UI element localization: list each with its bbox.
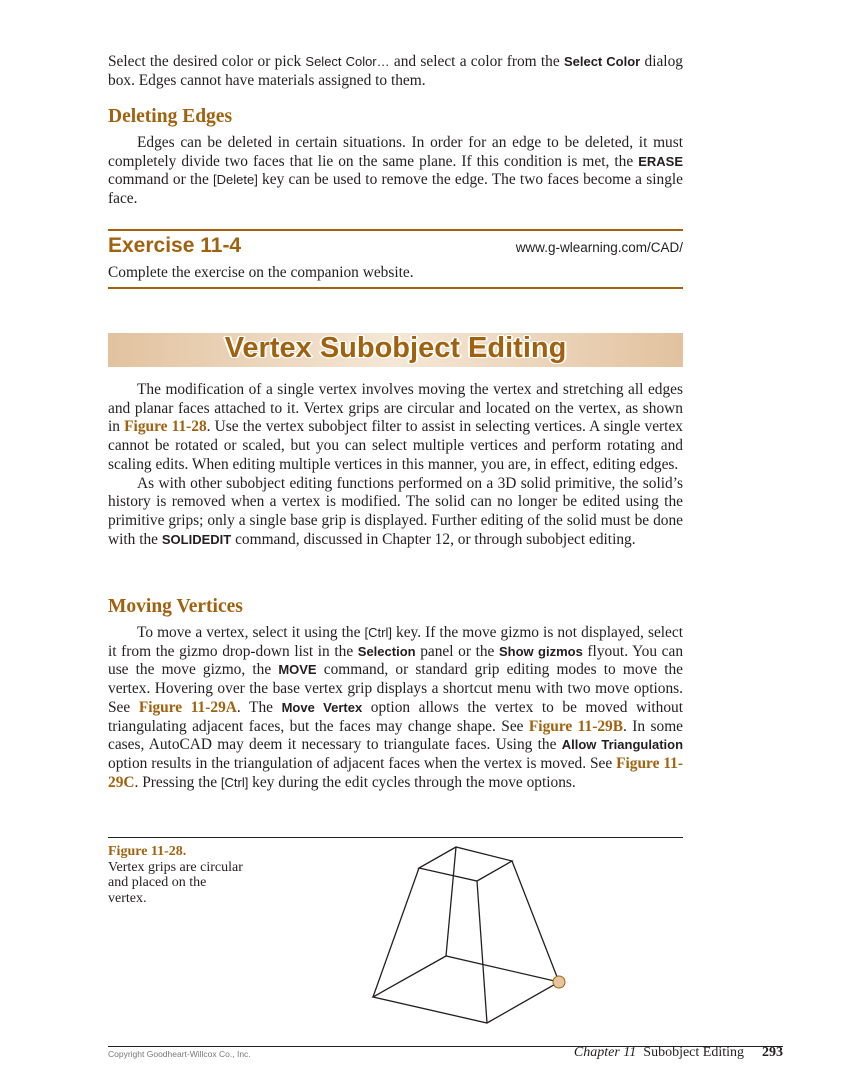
heading-moving-vertices: Moving Vertices — [108, 596, 243, 617]
key-term: [Delete] — [213, 172, 258, 188]
text: command, discussed in Chapter 12, or through subobject editing. — [231, 530, 636, 548]
text: command, or standard grip editing modes to move the vertex. Hovering over the base vertex grip displays a shortcut menu with two move options. See — [108, 661, 683, 716]
running-footer — [574, 1045, 783, 1061]
front-edge — [477, 881, 487, 1023]
right-edge — [512, 861, 559, 982]
exercise-url[interactable]: www.g-wlearning.com/CAD/ — [515, 240, 683, 255]
text: key can be used to remove the edge. The two faces become a single face. — [108, 171, 683, 208]
bottom-face — [373, 956, 559, 1023]
text: and select a color from the — [389, 53, 564, 70]
command-term: SOLIDEDIT — [161, 531, 232, 547]
exercise-title: Exercise 11-4 — [108, 234, 242, 257]
ui-term: Allow Triangulation — [561, 737, 684, 753]
figure-reference[interactable]: Figure 11-29A — [138, 698, 237, 716]
chapter-label: Chapter 11 — [573, 1045, 637, 1060]
top-face — [419, 847, 512, 881]
text: . Use the vertex subobject filter to assist in selecting vertices. A single vertex cannot be rotated or scaled, but you can select multiple vertices and perform rotating and scaling edits. When editing multiple vertices in this manner, you are, in effect, editing edges. — [108, 418, 683, 473]
ui-term: Move Vertex — [281, 699, 363, 715]
ui-term: Show gizmos — [498, 643, 583, 659]
dialog-term: Select Color — [563, 54, 641, 69]
text: flyout. You can use the move gizmo, the — [108, 642, 684, 679]
text: Select the desired color or pick — [108, 53, 306, 70]
figure-reference[interactable]: Figure 11-29C — [108, 754, 683, 791]
text: . In some cases, AutoCAD may deem it necessary to triangulate faces. Using the — [108, 717, 683, 754]
text: option allows the vertex to be moved without triangulating adjacent faces, but the faces may change shape. See — [108, 698, 684, 735]
key-term: [Ctrl] — [220, 774, 249, 790]
heading-deleting-edges: Deleting Edges — [108, 106, 233, 127]
figure-caption-text: Vertex grips are circular and placed on the vertex. — [108, 859, 243, 906]
text: panel or the — [415, 642, 499, 660]
text: dialog box. Edges cannot have materials assigned to them. — [108, 53, 683, 89]
page-number: 293 — [762, 1045, 783, 1060]
text: . Pressing the — [134, 773, 221, 791]
text: command or the — [108, 171, 214, 189]
text: To move a vertex, select it using the — [137, 624, 365, 641]
text: As with other subobject editing functions performed on a 3D solid primitive, the solid’s history is removed when a vertex is modified. The solid can no longer be edited using the primitive grips; only a single base grip is displayed. Further editing of the solid must be done with the — [108, 474, 683, 548]
command-term: MOVE — [278, 662, 317, 678]
back-edge — [446, 847, 456, 956]
text: option results in the triangulation of adjacent faces when the vertex is moved. See — [108, 754, 617, 772]
text: key during the edit cycles through the move options. — [248, 773, 576, 791]
text: . The — [236, 698, 282, 716]
figure-label: Figure 11-28. — [108, 844, 187, 859]
ui-term: Selection — [357, 643, 416, 659]
text: Edges can be deleted in certain situations. In order for an edge to be deleted, it must completely divide two faces that lie on the same plane. If this condition is met, the — [108, 134, 683, 170]
figure-reference[interactable]: Figure 11-28 — [124, 418, 207, 436]
menu-term: Select Color… — [305, 54, 390, 69]
command-term: ERASE — [638, 153, 683, 169]
copyright: Copyright Goodheart-Willcox Co., Inc. — [108, 1049, 251, 1059]
text: key. If the move gizmo is not displayed, select it from the gizmo drop-down list in the — [108, 624, 683, 660]
figure-reference[interactable]: Figure 11-29B — [528, 717, 623, 735]
section-title: Vertex Subobject Editing — [224, 332, 567, 364]
exercise-text: Complete the exercise on the companion website. — [108, 264, 414, 281]
vertex-grip-icon[interactable] — [553, 976, 565, 988]
left-edge — [373, 868, 419, 997]
text: The modification of a single vertex involves moving the vertex and stretching all edges and planar faces attached to it. Vertex grips are circular and located on the vertex, as shown in — [108, 381, 683, 436]
key-term: [Ctrl] — [364, 625, 392, 640]
chapter-title: Subobject Editing — [643, 1045, 744, 1060]
